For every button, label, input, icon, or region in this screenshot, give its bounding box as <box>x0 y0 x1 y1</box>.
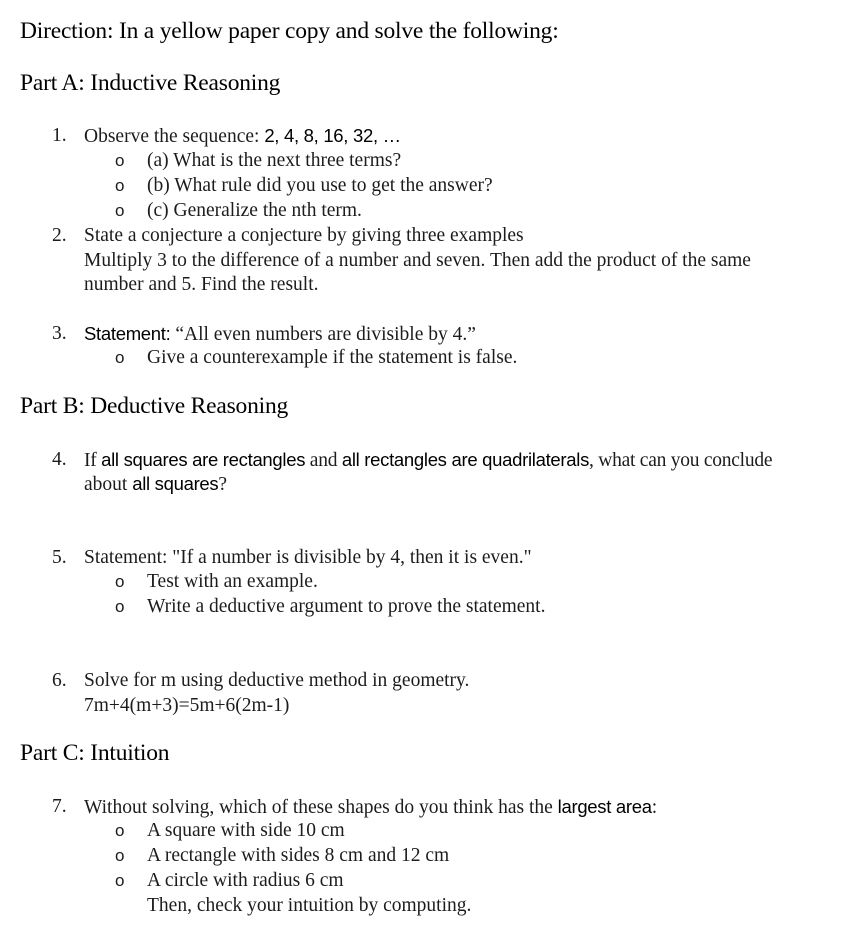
item-4-emph-all-squares: all squares <box>132 473 219 494</box>
item-7a-text: A square with side 10 cm <box>147 820 345 841</box>
item-6-text: Solve for m using deductive method in geometry. <box>84 670 470 691</box>
item-4-emph-squares-rectangles: all squares are rectangles <box>101 449 306 470</box>
item-2-text: State a conjecture a conjecture by giving three examples <box>84 225 524 246</box>
item-6-equation: 7m+4(m+3)=5m+6(2m-1) <box>84 695 290 716</box>
part-b-heading: Part B: Deductive Reasoning <box>20 393 289 419</box>
item-6-number: 6. <box>52 670 67 691</box>
item-1c-text: (c) Generalize the nth term. <box>147 200 362 221</box>
item-1-text <box>84 123 401 149</box>
item-3-number: 3. <box>52 323 67 344</box>
item-3-statement: “All even numbers are divisible by 4.” <box>170 324 476 345</box>
item-4-seg: and <box>305 450 342 471</box>
item-7c-text: A circle with radius 6 cm <box>147 870 344 891</box>
item-4-seg: , what can you conclude <box>589 450 773 471</box>
statement-label: Statement: <box>84 323 171 344</box>
item-1a-text: (a) What is the next three terms? <box>147 150 402 171</box>
item-1-number: 1. <box>52 125 67 146</box>
item-7-prefix: Without solving, which of these shapes do you think has the <box>84 797 558 818</box>
direction-heading: Direction: In a yellow paper copy and solve the following: <box>20 18 559 44</box>
bullet-icon: o <box>115 176 125 195</box>
item-3-text <box>84 321 476 347</box>
sequence-values: 2, 4, 8, 16, 32, … <box>264 125 401 146</box>
bullet-icon: o <box>115 572 125 591</box>
item-5a-text: Test with an example. <box>147 571 318 592</box>
item-2-continuation-1: Multiply 3 to the difference of a number and seven. Then add the product of the same <box>84 250 751 271</box>
bullet-icon: o <box>115 871 125 890</box>
item-4-text-line-1 <box>84 447 772 473</box>
item-7b-text: A rectangle with sides 8 cm and 12 cm <box>147 845 450 866</box>
item-1-prefix: Observe the sequence: <box>84 126 265 147</box>
item-7-text <box>84 794 657 820</box>
part-a-heading: Part A: Inductive Reasoning <box>20 70 281 96</box>
item-4-number: 4. <box>52 449 67 470</box>
item-4-text-line-2 <box>84 471 227 497</box>
item-5-number: 5. <box>52 547 67 568</box>
bullet-icon: o <box>115 597 125 616</box>
item-7-number: 7. <box>52 796 67 817</box>
part-c-heading: Part C: Intuition <box>20 740 170 766</box>
item-1b-text: (b) What rule did you use to get the answer? <box>147 175 493 196</box>
item-5-text: Statement: "If a number is divisible by 4, then it is even." <box>84 547 532 568</box>
item-7-suffix: : <box>651 797 658 818</box>
item-7-closing: Then, check your intuition by computing. <box>147 895 472 916</box>
bullet-icon: o <box>115 201 125 220</box>
item-4-emph-rectangles-quadrilaterals: all rectangles are quadrilaterals <box>341 449 590 470</box>
item-3a-text: Give a counterexample if the statement is false. <box>147 347 518 368</box>
bullet-icon: o <box>115 348 125 367</box>
bullet-icon: o <box>115 151 125 170</box>
item-2-continuation-2: number and 5. Find the result. <box>84 274 319 295</box>
item-4-seg: If <box>84 450 102 471</box>
item-5b-text: Write a deductive argument to prove the statement. <box>147 596 546 617</box>
item-4-seg: about <box>84 474 133 495</box>
item-2-number: 2. <box>52 225 67 246</box>
bullet-icon: o <box>115 846 125 865</box>
bullet-icon: o <box>115 821 125 840</box>
largest-area-emph: largest area <box>557 796 652 817</box>
item-4-seg: ? <box>218 474 228 495</box>
